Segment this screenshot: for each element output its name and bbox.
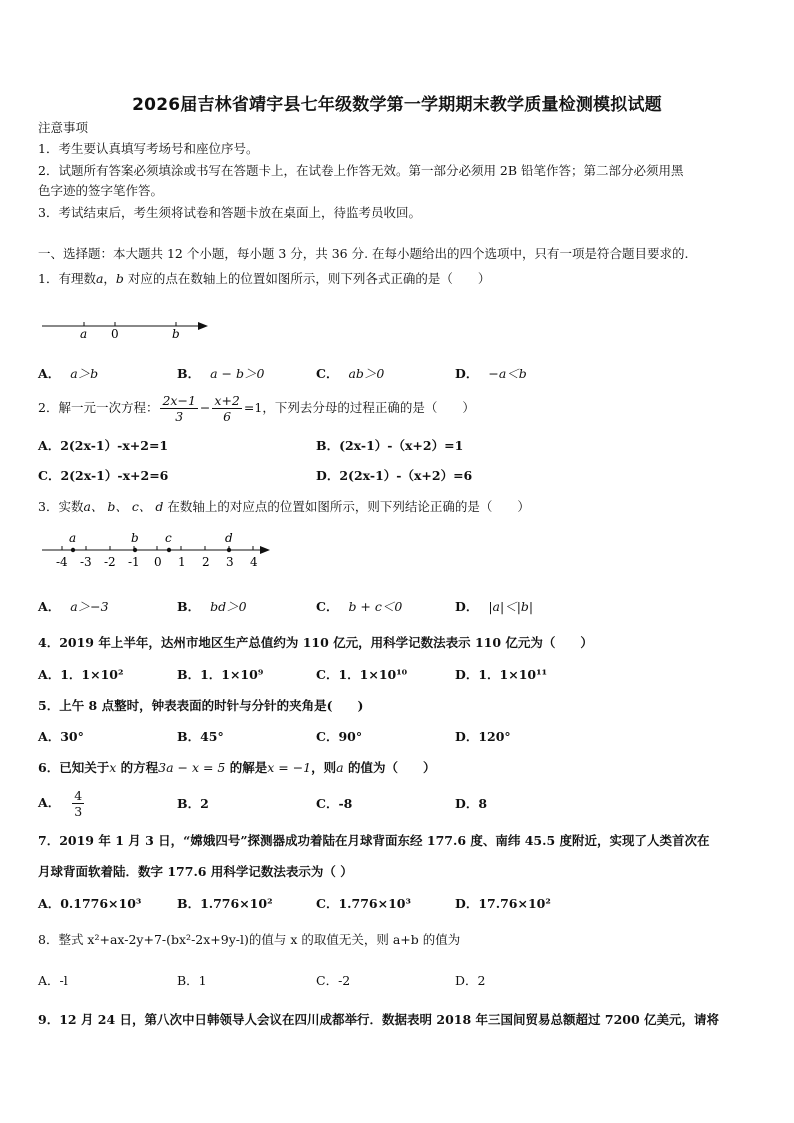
q1-option-c-label: C． (316, 366, 339, 381)
q2-fraction-2 (212, 393, 241, 424)
q6-option-a-label: A． (38, 795, 61, 810)
q2-option-b[interactable]: B．(2x-1）-（x+2）=1 (316, 438, 464, 453)
q2-frac1-num: 2x−1 (162, 393, 196, 408)
q3-number-line (38, 530, 278, 574)
q3-tick-label: -1 (128, 555, 140, 569)
q3-stem (38, 498, 530, 516)
q6-stem-e: 的值为（ ） (343, 760, 436, 775)
q3-option-c-text: b + c＜0 (348, 599, 403, 614)
q3-option-d-label: D． (455, 599, 479, 614)
q7-stem-line1: 7．2019 年 1 月 3 日，“嫦娥四号”探测器成功着陆在月球背面东经 177.6 度、南纬 45.5 度附近，实现了人类首次在 (38, 833, 710, 848)
q7-stem-line2: 月球背面软着陆．数字 177.6 用科学记数法表示为（ ） (38, 864, 353, 879)
q2-frac2-num: x+2 (214, 393, 240, 408)
q4-option-b[interactable]: B．1．1×10⁹ (177, 667, 264, 682)
q1-var-a: a (95, 271, 104, 286)
q3-option-b-label: B． (177, 599, 201, 614)
q6-stem-b: 的方程 (116, 760, 159, 775)
q6-solution: x = −1 (267, 760, 312, 775)
q3-option-d-text: |a|＜|b| (488, 599, 534, 614)
q3-ticks (62, 546, 253, 550)
q3-tick-label: 1 (178, 555, 186, 569)
q7-option-b[interactable]: B．1.776×10² (177, 896, 273, 911)
q3-label-b: b (131, 531, 139, 545)
q3-option-c-label: C． (316, 599, 339, 614)
q1-option-a-label: A． (38, 366, 61, 381)
q6-stem-a: 6．已知关于 (38, 760, 110, 775)
q3-tick-label: 2 (202, 555, 210, 569)
q6-option-d[interactable]: D．8 (455, 796, 488, 811)
q5-option-c[interactable]: C．90° (316, 729, 363, 744)
q6-option-a-den: 3 (74, 804, 83, 819)
q7-option-c[interactable]: C．1.776×10³ (316, 896, 411, 911)
q6-stem-d: ，则 (311, 760, 337, 775)
q8-option-c[interactable]: C．-2 (316, 973, 351, 988)
q1-label-0: 0 (111, 327, 119, 341)
q2-stem (38, 390, 475, 426)
q7-option-a[interactable]: A．0.1776×10³ (38, 896, 142, 911)
notice-item-3: 3．考试结束后，考生须将试卷和答题卡放在桌面上，待监考员收回。 (38, 205, 421, 220)
q3-stem-a: 3．实数 (38, 499, 84, 514)
q1-stem-a: 1．有理数 (38, 271, 96, 286)
notice-item-2: 2．试题所有答案必须填涂或书写在答题卡上，在试卷上作答无效。第一部分必须用 2B 铅笔作答；第二部分必须用黑 (38, 163, 684, 178)
q4-option-a[interactable]: A．1．1×10² (38, 667, 124, 682)
q8-option-a[interactable]: A．-l (38, 973, 68, 988)
q3-option-a-text: a＞−3 (70, 599, 109, 614)
q2-frac1-den: 3 (175, 409, 184, 424)
q3-option-b[interactable] (177, 598, 247, 616)
page-title: 2026届吉林省靖宇县七年级数学第一学期期末教学质量检测模拟试题 (132, 95, 662, 115)
q1-option-b-text: a − b＞0 (210, 366, 265, 381)
q8-stem: 8．整式 x²+ax-2y+7-(bx²-2x+9y-l)的值与 x 的取值无关，则 a+b 的值为 (38, 932, 461, 947)
q5-option-d[interactable]: D．120° (455, 729, 511, 744)
q2-minus: − (199, 400, 211, 415)
q1-option-a[interactable] (38, 365, 98, 383)
q2-fraction-1 (160, 393, 197, 424)
q3-option-c[interactable] (316, 598, 402, 616)
section-heading: 一、选择题：本大题共 12 个小题，每小题 3 分，共 36 分. 在每小题给出的四个选项中，只有一项是符合题目要求的. (38, 246, 689, 261)
notice-heading: 注意事项 (38, 120, 89, 135)
q4-stem: 4．2019 年上半年，达州市地区生产总值约为 110 亿元，用科学记数法表示 110 亿元为（ ） (38, 635, 593, 650)
q3-vars: a、 b、 c、 d (83, 499, 164, 514)
q5-option-a[interactable]: A．30° (38, 729, 84, 744)
q3-point-a (71, 548, 75, 552)
q1-label-b: b (172, 327, 180, 341)
q3-tick-label: -2 (104, 555, 116, 569)
q1-option-a-text: a＞b (70, 366, 99, 381)
q2-stem-b: ，下列去分母的过程正确的是（ ） (262, 400, 475, 415)
q1-stem (38, 270, 490, 288)
q2-option-d[interactable]: D．2(2x-1）-（x+2）=6 (316, 468, 473, 483)
q3-label-c: c (165, 531, 172, 545)
q3-option-a-label: A． (38, 599, 61, 614)
q6-option-a[interactable] (38, 785, 86, 821)
q1-option-b-label: B． (177, 366, 201, 381)
q4-option-d[interactable]: D．1．1×10¹¹ (455, 667, 548, 682)
q7-option-d[interactable]: D．17.76×10² (455, 896, 551, 911)
q1-option-b[interactable] (177, 365, 264, 383)
q1-option-d-text: −a＜b (488, 366, 527, 381)
q2-eq: =1 (243, 400, 263, 415)
q6-option-a-num: 4 (74, 788, 83, 803)
notice-item-1: 1．考生要认真填写考场号和座位序号。 (38, 141, 259, 156)
q3-stem-b: 在数轴上的对应点的位置如图所示，则下列结论正确的是（ ） (163, 499, 530, 514)
q1-option-d-label: D． (455, 366, 479, 381)
q2-frac2-den: 6 (223, 409, 232, 424)
q3-option-b-text: bd＞0 (210, 599, 247, 614)
q3-label-a: a (69, 531, 77, 545)
q3-tick-label: 3 (226, 555, 234, 569)
q3-point-c (167, 548, 171, 552)
q1-stem-b: 对应的点在数轴上的位置如图所示，则下列各式正确的是（ ） (123, 271, 491, 286)
q1-axis-arrow (198, 322, 208, 330)
q1-var-b: b (115, 271, 124, 286)
q3-option-d[interactable] (455, 598, 533, 616)
q6-stem (38, 759, 435, 777)
notice-item-2-cont: 色字迹的签字笔作答。 (38, 183, 164, 198)
q4-option-c[interactable]: C．1．1×10¹⁰ (316, 667, 408, 682)
q2-option-c[interactable]: C．2(2x-1）-x+2=6 (38, 468, 169, 483)
q5-option-b[interactable]: B．45° (177, 729, 224, 744)
q8-option-d[interactable]: D．2 (455, 973, 486, 988)
q1-option-c[interactable] (316, 365, 384, 383)
q3-tick-label: 4 (250, 555, 258, 569)
q1-number-line (36, 314, 216, 342)
q3-label-d: d (225, 531, 233, 545)
q3-point-d (227, 548, 231, 552)
q1-option-d[interactable] (455, 365, 527, 383)
q6-option-c[interactable]: C．-8 (316, 796, 353, 811)
q5-stem: 5．上午 8 点整时，钟表表面的时针与分针的夹角是( ) (38, 698, 364, 713)
q3-option-a[interactable] (38, 598, 109, 616)
q2-stem-a: 2．解一元一次方程： (38, 400, 159, 415)
q1-sep: ， (103, 271, 116, 286)
q6-stem-c: 的解是 (225, 760, 268, 775)
q6-equation: 3a − x = 5 (158, 760, 226, 775)
q3-point-b (133, 548, 137, 552)
q1-option-c-text: ab＞0 (348, 366, 385, 381)
q8-option-b[interactable]: B．1 (177, 973, 207, 988)
q3-axis-arrow (260, 546, 270, 554)
q6-option-a-fraction (72, 788, 84, 819)
q9-stem: 9．12 月 24 日，第八次中日韩领导人会议在四川成都举行．数据表明 2018 年三国间贸易总额超过 7200 亿美元，请将 (38, 1012, 720, 1027)
q2-option-a[interactable]: A．2(2x-1）-x+2=1 (38, 438, 169, 453)
q3-tick-label: -3 (80, 555, 92, 569)
q6-option-b[interactable]: B．2 (177, 796, 209, 811)
q3-tick-label: -4 (56, 555, 68, 569)
q6-var-a: a (336, 760, 344, 775)
q1-label-a: a (80, 327, 88, 341)
q6-var-x: x (109, 760, 117, 775)
q3-tick-label: 0 (154, 555, 162, 569)
